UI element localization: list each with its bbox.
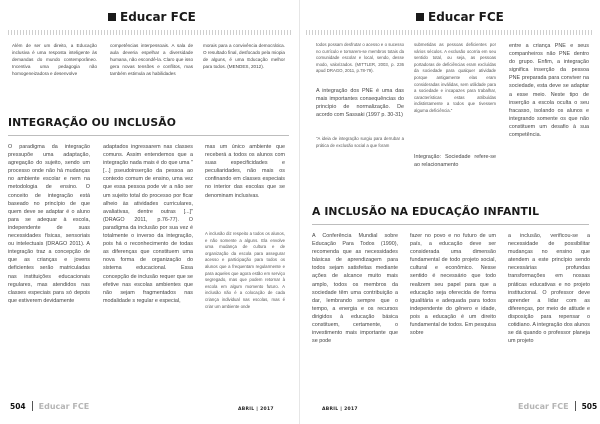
top-quote-2: submetidas as pessoas deficientes por vários séculos. A exclusão ocorria em seu sentido total, ou seja, as pessoas portadoras de deficiências eram excluídas da sociedade para qualquer atividade porque antigamente elas eram consideradas inválidas, sem utilidade para a sociedade e incapazes para trabalhar, características estas atribuídas indistintamente a todos que tivessem alguma deficiência." (414, 42, 496, 113)
square-bullet-icon (108, 13, 116, 21)
footer-brand: Educar FCE (518, 402, 569, 411)
square-bullet-icon (416, 13, 424, 21)
right-footer (518, 401, 597, 411)
right-page (300, 0, 600, 424)
section-title-integracao: INTEGRAÇÃO OU INCLUSÃO (8, 116, 176, 129)
right-page-header (416, 10, 504, 24)
dotted-rule (8, 30, 292, 35)
header-title: Educar FCE (120, 10, 196, 24)
top-quote-1: todos possam desfrutar o acesso e o sucesso no currículo e tornarem-se membros totais da comunidade escolar e local, sendo, desse modo, valorizados. (MITTLER, 2003, p. 236 apud DRAGO, 2011, p.78-79). (316, 42, 404, 74)
page-number: 504 (10, 402, 26, 411)
left-page-header (108, 10, 196, 24)
top-body-3: entre a criança PNE e seus companheiros não PNE dentro do grupo. Enfim, a integração significa inserção da pessoa PNE preparada para conviver na sociedade, esta deve se adaptar a esse meio. Neste tipo de inserção a escola oculta o seu fracasso, isolando os alunos e integrando somente os que não constituem um desafio à sua competência. (509, 43, 589, 139)
quote-block: A inclusão diz respeito a todos os alunos, e não somente a alguns. Ela envolve uma mudança de cultura e de organização da escola para assegurar acesso e participação para todos os alunos que a frequentam regularmente e para aqueles que agora estão em serviço segregado, mas que podem retornar à escola em algum momento futuro. A inclusão não é a colocação de cada criança individual nas escolas, mas é criar um ambiente onde (205, 231, 285, 309)
dotted-rule (306, 30, 594, 35)
body-column-2: adaptados ingressarem nas classes comuns. Assim entendemos que a integração nada mais é do que uma "[...] pseudoinserção da pessoa ao contexto comum de ensino, uma vez que essa pessoa pode vir a não ser um sujeito total do processo por ficar alheio às atividades curriculares, avaliativas, dentre outras [...]" (DRAGO 2011, p.76-77). O paradigma da inclusão por sua vez é totalmente o inverso da integração, pois há o reconhecimento de todas as diferenças que constituem uma nova forma de organização do sistema educacional. Essa concepção de inclusão requer que se efetive nas escolas ambientes que não sejam fragmentados nas modalidade s regular e especial, (103, 144, 193, 304)
body-column-1: O paradigma da integração pressupõe uma adaptação, agregação do sujeito, sendo um processo onde não há mudanças no ambiente escolar e nem na metodologia de ensino. O conceito de integração está baseado no princípio de que quem deve se adaptar é o aluno para se adequar à escola, independente de suas necessidades físicas, sensoriais ou intelectuais (DRAGO 2011). A integração traz a concepção de que as crianças e jovens deficientes serão matriculadas nas instituições educacionais regulares, mas atendidos nas classes especiais para só depois que estiverem devidamente (8, 144, 90, 304)
intro-column-3: morais para a convivência democrática. O resultado final, desfocado pela miopia de alguns, é uma Educação melhor para todos. (MENDES, 2012). (203, 43, 285, 70)
header-title: Educar FCE (428, 10, 504, 24)
top-quote-1b: "A ideia de integração surgiu para derrubar a prática de exclusão social a que foram (316, 136, 404, 148)
section-divider (8, 135, 289, 136)
top-body-2: Integração: Sociedade refere-se ao relacionamento (414, 154, 496, 169)
right-footer-date (322, 404, 358, 412)
issue-date: ABRIL | 2017 (322, 407, 358, 412)
body-column-3: a inclusão, verificou-se a necessidade de possibilitar mudanças no ensino que atendem a este princípio sendo necessárias profundas transformações em nossas práticas educativas e no projeto institucional. O professor deve aprender a lidar com as diferenças, por meio de atitude e disposição para repensar o cotidiano. A integração dos alunos se dá quando o professor planeja um projeto (508, 233, 590, 345)
page-number: 505 (581, 402, 598, 411)
left-footer-date (238, 404, 274, 412)
issue-date: ABRIL | 2017 (238, 407, 274, 412)
intro-column-2: competências interpessoais. A sala de aula deveria espelhar a diversidade humana, não escondê-la. Claro que isso gera novas tensões e conflitos, mas também estimula as habilidades (110, 43, 193, 77)
footer-divider (575, 401, 576, 411)
intro-column-1: Além de ser um direito, a Educação inclusiva é uma resposta inteligente às demandas do mundo contemporâneo. Incentiva uma pedagogia não homogeneizadora e desenvolve (12, 43, 97, 77)
section-divider (312, 224, 589, 225)
body-column-1: A Conferência Mundial sobre Educação Para Todos (1990), recomenda que as necessidades básicas de aprendizagem para todos sejam satisfeitas mediante ações de alcance muito mais amplo, todos os membros da sociedade têm uma contribuição a dar, lembrando sempre que o tempo, a energia e os recursos dirigidos à educação básica constituem, certamente, o investimento mais importante que se pode (312, 233, 398, 345)
top-body-1: A integração dos PNE é uma das mais importantes consequências do princípio de normalização. De acordo com Sassaki (1997 p. 30-31) (316, 88, 404, 119)
footer-divider (32, 401, 33, 411)
left-footer (10, 401, 89, 411)
footer-brand: Educar FCE (38, 402, 90, 411)
body-column-2: fazer no povo e no futuro de um país, a educação deve ser considerada uma dimensão fundamental de todo projeto social, cultural e econômico. Nesse sentido é necessário que todo realizem seu papel para que a educação seja oferecida de forma igualitária e adequada para todos independente do gênero e idade, pois a educação é um direito fundamental de todos. Em pesquisa sobre (410, 233, 497, 337)
body-column-3: mas um único ambiente que receberá a todos os alunos com suas especificidades e peculiaridades, não mais os confinando em classes especiais no interior das escolas que se denominam inclusivas. (205, 144, 285, 199)
section-title-educacao-infantil: A INCLUSÃO NA EDUCAÇÃO INFANTIL (312, 205, 540, 218)
